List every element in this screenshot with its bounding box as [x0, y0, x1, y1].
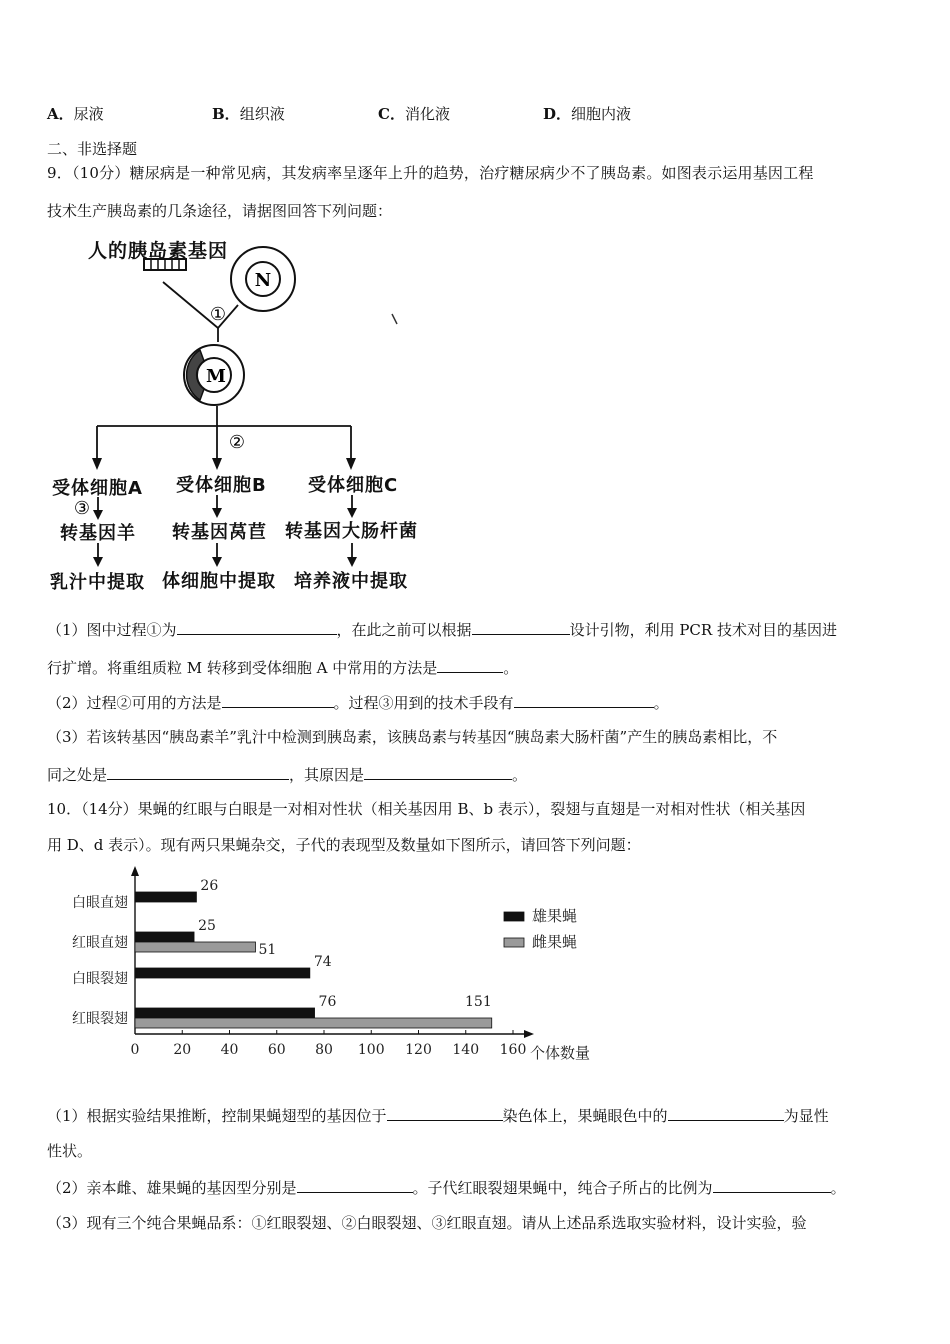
q9-sub1-line1: （1）图中过程①为 ，在此之前可以根据 设计引物，利用 PCR 技术对目的基因进 — [47, 618, 837, 641]
diagram-drawing — [0, 0, 950, 600]
category-label: 白眼裂翅 — [72, 971, 128, 987]
data-label: 25 — [198, 918, 216, 934]
q9-diagram — [0, 0, 950, 600]
q9-sub1-line2: 行扩增。将重组质粒 M 转移到受体细胞 A 中常用的方法是 。 — [47, 656, 518, 679]
data-label: 51 — [258, 942, 277, 958]
extract-somatic: 体细胞中提取 — [162, 571, 276, 592]
option-letter: D． — [543, 105, 572, 123]
plasmid-n-label: N — [254, 270, 272, 291]
x-axis-arrow — [524, 1030, 534, 1038]
q10-sub1-line2: 性状。 — [47, 1142, 93, 1160]
plasmid-m-label: M — [206, 366, 226, 387]
answer-blank[interactable] — [713, 1176, 831, 1193]
gene-label: 人的胰岛素基因 — [88, 240, 229, 262]
x-axis-label: 个体数量 — [530, 1044, 591, 1062]
bar — [135, 942, 255, 952]
y-axis-arrow — [131, 866, 139, 876]
x-tick-label: 80 — [315, 1042, 333, 1058]
option-text: 消化液 — [404, 105, 450, 123]
data-label: 76 — [318, 994, 337, 1010]
answer-blank[interactable] — [387, 1104, 503, 1121]
option-text: 组织液 — [239, 105, 285, 123]
bar — [135, 932, 194, 942]
recipient-b: 受体细胞B — [176, 475, 267, 496]
data-label: 26 — [200, 878, 219, 894]
q9-stem-line2: 技术生产胰岛素的几条途径，请据图回答下列问题： — [47, 202, 393, 220]
q10-sub2: （2）亲本雌、雄果蝇的基因型分别是 。子代红眼裂翅果蝇中，纯合子所占的比例为 。 — [47, 1176, 846, 1199]
q10-stem-line2: 用 D、d 表示）。现有两只果蝇杂交，子代的表现型及数量如下图所示，请回答下列问题： — [47, 836, 641, 854]
option-letter: A． — [47, 105, 74, 123]
q10-sub1-line1: （1）根据实验结果推断，控制果蝇翅型的基因位于 染色体上，果蝇眼色中的 为显性 — [47, 1104, 829, 1127]
bar — [135, 892, 196, 902]
recipient-a: 受体细胞A — [52, 478, 143, 499]
bar — [135, 1018, 492, 1028]
answer-blank[interactable] — [472, 618, 570, 635]
x-tick-label: 0 — [130, 1042, 140, 1058]
q10-stem-line1: 10．（14分）果蝇的红眼与白眼是一对相对性状（相关基因用 B、b 表示），裂翅与直翅是一对相对性状（相关基因 — [47, 800, 806, 818]
x-tick-label: 140 — [452, 1042, 480, 1058]
product-lettuce: 转基因莴苣 — [172, 522, 267, 543]
x-tick-label: 20 — [173, 1042, 192, 1058]
extract-medium: 培养液中提取 — [294, 571, 408, 592]
answer-blank[interactable] — [177, 618, 337, 635]
product-ecoli: 转基因大肠杆菌 — [285, 521, 418, 542]
step2-label: ② — [228, 432, 246, 453]
option-letter: C． — [378, 105, 405, 123]
x-tick-label: 40 — [220, 1042, 239, 1058]
answer-blank[interactable] — [437, 656, 503, 673]
x-tick-label: 60 — [267, 1042, 286, 1058]
answer-blank[interactable] — [297, 1176, 413, 1193]
q9-sub3-line1: （3）若该转基因“胰岛素羊”乳汁中检测到胰岛素，该胰岛素与转基因“胰岛素大肠杆菌”产生的胰岛素相比，不 — [47, 728, 778, 746]
x-tick-label: 100 — [357, 1042, 385, 1058]
legend-swatch — [504, 938, 524, 947]
answer-blank[interactable] — [107, 763, 289, 780]
answer-blank[interactable] — [514, 691, 654, 708]
category-label: 红眼直翅 — [72, 935, 128, 951]
legend-swatch — [504, 912, 524, 921]
step1-label: ① — [209, 304, 227, 325]
answer-blank[interactable] — [364, 763, 512, 780]
x-tick-label: 160 — [499, 1042, 527, 1058]
q10-sub3: （3）现有三个纯合果蝇品系：①红眼裂翅、②白眼裂翅、③红眼直翅。请从上述品系选取实验材料，设计实验，验 — [47, 1214, 807, 1232]
recipient-c: 受体细胞C — [308, 475, 399, 496]
q9-sub2: （2）过程②可用的方法是 。过程③用到的技术手段有 。 — [47, 691, 669, 714]
q9-sub3-line2: 同之处是 ，其原因是 。 — [47, 763, 527, 786]
section-title: 二、非选择题 — [47, 140, 138, 158]
step3-label: ③ — [73, 498, 91, 519]
category-label: 红眼裂翅 — [72, 1011, 128, 1027]
option-text: 细胞内液 — [571, 105, 632, 123]
extract-milk: 乳汁中提取 — [50, 572, 145, 593]
legend-label: 雌果蝇 — [532, 933, 578, 951]
option-text: 尿液 — [73, 105, 104, 123]
answer-blank[interactable] — [668, 1104, 784, 1121]
product-sheep: 转基因羊 — [60, 523, 136, 544]
q9-stem-line1: 9．（10分）糖尿病是一种常见病，其发病率呈逐年上升的趋势，治疗糖尿病少不了胰岛素。如图表示运用基因工程 — [47, 164, 814, 182]
category-label: 白眼直翅 — [72, 895, 128, 911]
data-label: 151 — [465, 994, 492, 1010]
x-tick-label: 120 — [405, 1042, 432, 1058]
answer-blank[interactable] — [222, 691, 334, 708]
bar — [135, 1008, 315, 1018]
legend-label: 雄果蝇 — [532, 907, 578, 925]
bar — [135, 968, 310, 978]
option-letter: B． — [212, 105, 240, 123]
data-label: 74 — [313, 954, 332, 970]
q10-bar-chart — [0, 860, 950, 1080]
